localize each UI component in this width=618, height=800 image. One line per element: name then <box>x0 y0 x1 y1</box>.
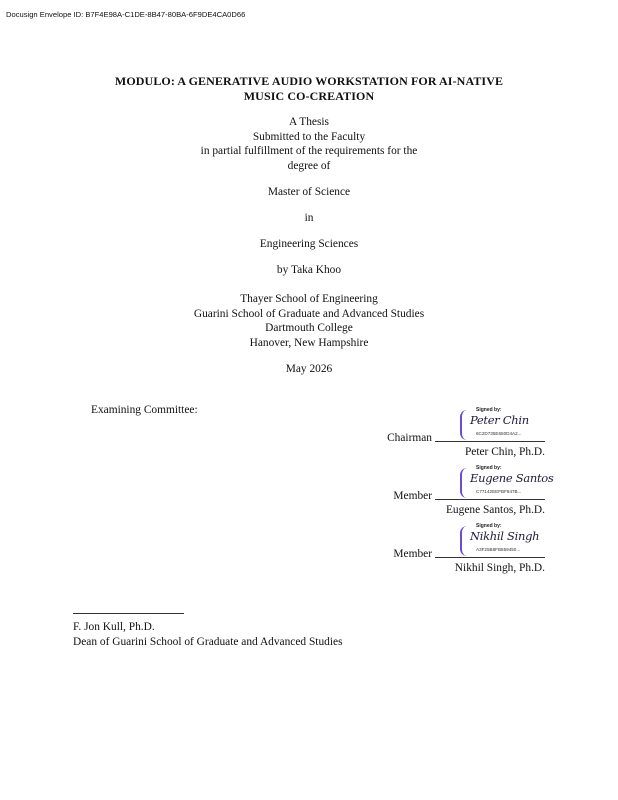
dean-title: Dean of Guarini School of Graduate and Advanced Studies <box>73 636 343 648</box>
dean-signature-line <box>73 613 184 614</box>
committee-member-name: Nikhil Singh, Ph.D. <box>454 562 545 574</box>
signature-row-member-1 <box>0 466 618 526</box>
institution-line-3: Dartmouth College <box>265 322 353 335</box>
signature-hash: C77142EEFBF847B... <box>476 489 522 494</box>
signed-by-label: Signed by: <box>476 523 502 529</box>
degree-name: Master of Science <box>267 186 351 198</box>
author-line: by Taka Khoo <box>276 264 342 276</box>
institution-line-2: Guarini School of Graduate and Advanced Studies <box>193 307 425 320</box>
dean-block <box>73 620 343 650</box>
committee-role: Chairman <box>387 432 432 444</box>
institution-block <box>0 292 618 350</box>
thesis-title-line-1: MODULO: A GENERATIVE AUDIO WORKSTATION FOR AI-NATIVE <box>114 74 504 88</box>
submission-line-1: A Thesis <box>289 116 329 128</box>
institution-line-1: Thayer School of Engineering <box>240 293 378 305</box>
examining-committee-label: Examining Committee: <box>91 404 198 416</box>
handwritten-signature: Nikhil Singh <box>470 529 540 543</box>
signed-by-label: Signed by: <box>476 465 502 471</box>
docusign-signature-box <box>460 407 548 440</box>
signature-hash: 6C2D735E650D4A2... <box>476 431 522 436</box>
submission-line-2: Submitted to the Faculty <box>252 130 366 143</box>
committee-member-name: Eugene Santos, Ph.D. <box>445 504 545 516</box>
signature-line <box>435 499 545 500</box>
in-word: in <box>304 212 314 224</box>
docusign-envelope-id: Docusign Envelope ID: B7F4E98A-C1DE-8B47-80BA-6F9DE4CA0D66 <box>6 10 246 19</box>
docusign-signature-box <box>460 523 548 556</box>
signature-row-member-2 <box>0 524 618 584</box>
signature-line <box>435 557 545 558</box>
committee-member-name: Peter Chin, Ph.D. <box>464 446 545 458</box>
handwritten-signature: Eugene Santos <box>470 471 554 485</box>
committee-role: Member <box>393 548 432 560</box>
submission-line-4: degree of <box>287 159 331 172</box>
signature-row-chairman <box>0 408 618 468</box>
signed-by-label: Signed by: <box>476 407 502 413</box>
field-of-study: Engineering Sciences <box>259 238 359 250</box>
committee-role: Member <box>393 490 432 502</box>
submission-statement <box>0 115 618 173</box>
institution-line-4: Hanover, New Hampshire <box>249 336 369 349</box>
thesis-title <box>60 74 558 104</box>
handwritten-signature: Peter Chin <box>470 413 529 427</box>
signature-hash: A3F25B8FB859450... <box>476 547 521 552</box>
signature-line <box>435 441 545 442</box>
dean-name: F. Jon Kull, Ph.D. <box>73 621 155 633</box>
thesis-title-line-2: MUSIC CO-CREATION <box>243 89 375 103</box>
submission-line-3: in partial fulfillment of the requirements for the <box>200 145 418 158</box>
docusign-signature-box <box>460 465 554 498</box>
submission-date: May 2026 <box>285 363 333 375</box>
